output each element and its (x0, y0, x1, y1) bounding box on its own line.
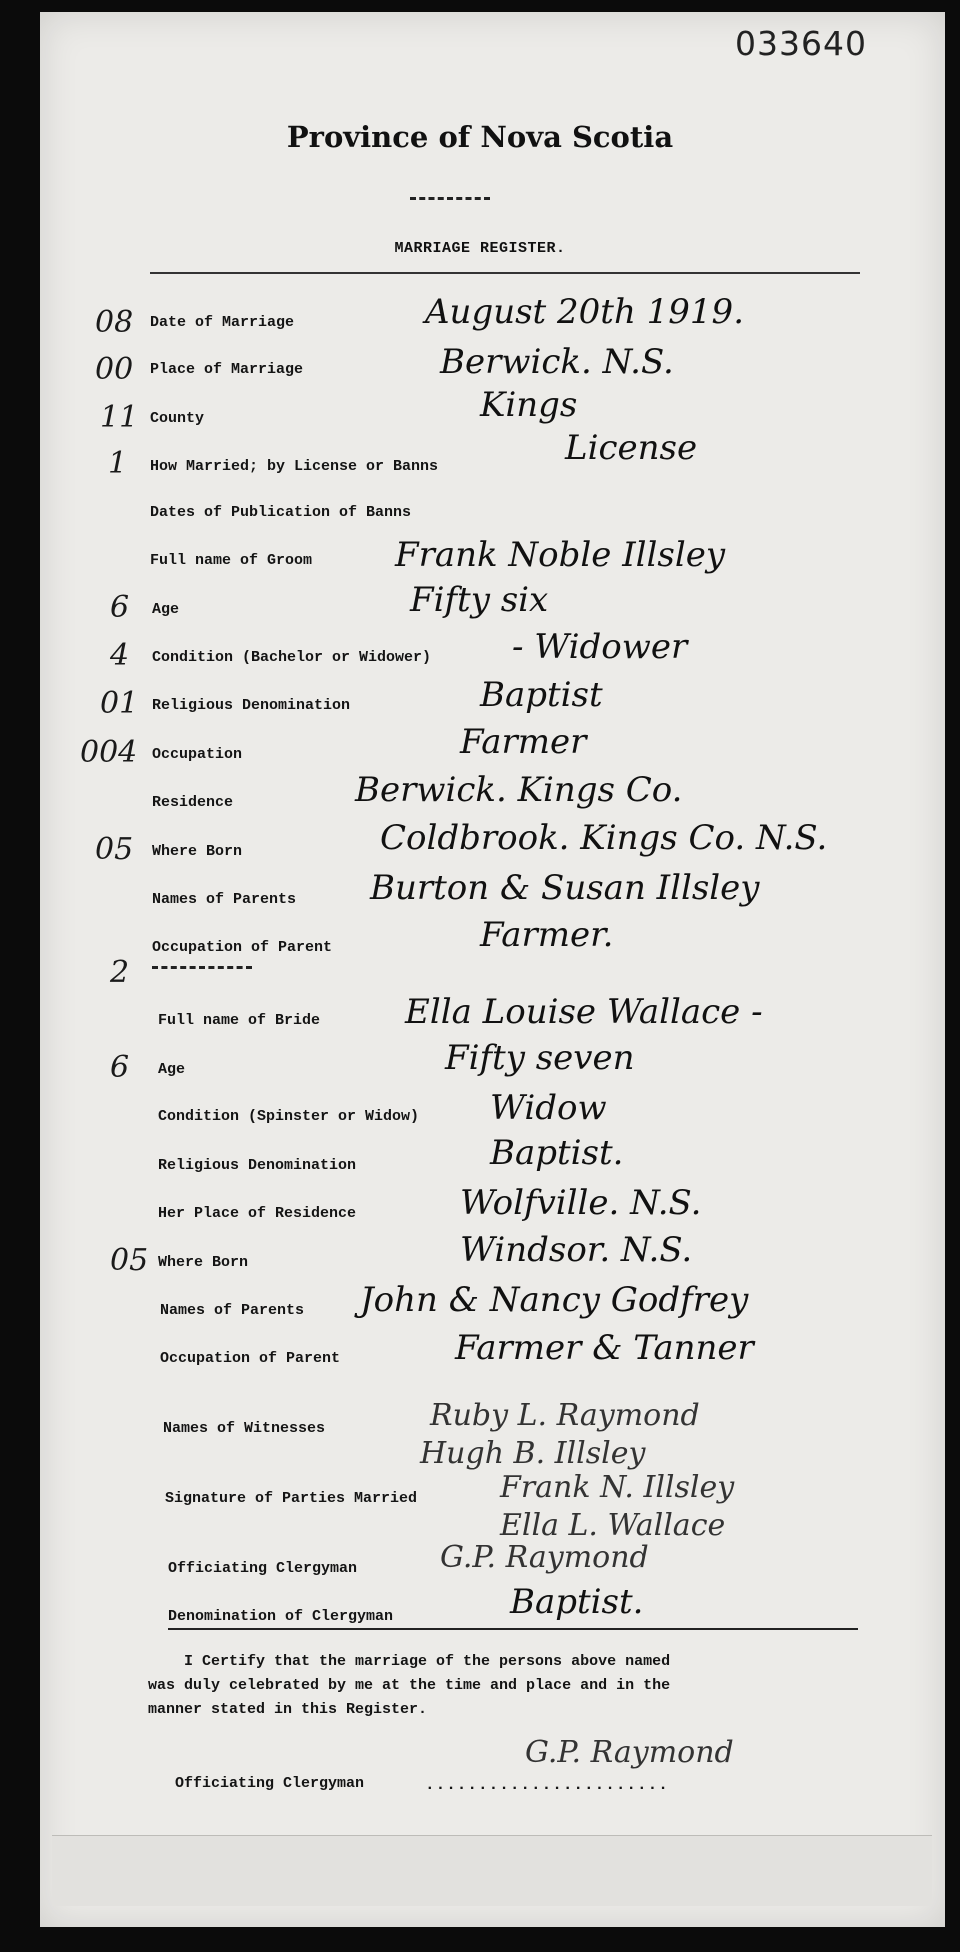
field-code: 05 (95, 832, 134, 867)
document-title: Province of Nova Scotia (286, 120, 674, 154)
field-code: 6 (110, 1050, 130, 1085)
field-code: 1 (108, 446, 128, 481)
field-code: 05 (110, 1243, 149, 1278)
field-label-bride-where-born: Where Born (158, 1254, 249, 1271)
header-rule (150, 272, 860, 274)
field-label-bride-parent-occupation: Occupation of Parent (160, 1350, 341, 1367)
field-label-bride-age: Age (158, 1061, 186, 1078)
page-bottom-edge (52, 1835, 932, 1906)
register-subtitle: MARRIAGE REGISTER. (394, 240, 566, 257)
field-value-witness-2: Hugh B. Illsley (420, 1436, 646, 1471)
certification-text (148, 1650, 848, 1722)
field-value-how-married: License (565, 428, 698, 468)
field-value-groom-parent-occupation: Farmer. (480, 915, 614, 955)
field-value-groom-where-born: Coldbrook. Kings Co. N.S. (380, 818, 828, 858)
field-code: 11 (100, 400, 139, 435)
field-label-signatures: Signature of Parties Married (165, 1490, 418, 1507)
field-label-place-of-marriage: Place of Marriage (150, 361, 304, 378)
field-code: 6 (110, 590, 130, 625)
title-divider (410, 197, 490, 200)
field-label-groom-residence: Residence (152, 794, 234, 811)
certification-officiant-label: Officiating Clergyman (175, 1775, 365, 1792)
field-label-county: County (150, 410, 205, 427)
signature-dotted-line: ....................... (425, 1776, 669, 1794)
field-value-bride-condition: Widow (490, 1088, 607, 1128)
field-value-bride-signature: Ella L. Wallace (500, 1508, 726, 1543)
field-value-groom-occupation: Farmer (460, 722, 587, 762)
field-value-groom-condition: - Widower (512, 627, 688, 667)
section-code: 2 (110, 955, 130, 990)
field-value-date-of-marriage: August 20th 1919. (425, 292, 744, 332)
field-label-officiating-clergyman: Officiating Clergyman (168, 1560, 358, 1577)
field-value-bride-age: Fifty seven (445, 1038, 635, 1078)
field-value-bride-residence: Wolfville. N.S. (460, 1183, 702, 1223)
field-label-groom-where-born: Where Born (152, 843, 243, 860)
denomination-underline (168, 1628, 858, 1630)
field-label-date-of-marriage: Date of Marriage (150, 314, 295, 331)
field-value-bride-parent-occupation: Farmer & Tanner (455, 1328, 754, 1368)
field-label-bride-name: Full name of Bride (158, 1012, 321, 1029)
field-label-bride-condition: Condition (Spinster or Widow) (158, 1108, 420, 1125)
certification-line-2: was duly celebrated by me at the time and place and in the (148, 1677, 671, 1694)
certification-line-3: manner stated in this Register. (148, 1701, 428, 1718)
field-label-groom-denomination: Religious Denomination (152, 697, 351, 714)
field-label-bride-residence: Her Place of Residence (158, 1205, 357, 1222)
field-code: 01 (100, 686, 139, 721)
field-value-officiating-clergyman: G.P. Raymond (440, 1540, 649, 1575)
field-label-dates-of-publication: Dates of Publication of Banns (150, 504, 412, 521)
field-label-groom-parents: Names of Parents (152, 891, 297, 908)
document-stamp-number: 033640 (735, 24, 867, 63)
field-value-groom-name: Frank Noble Illsley (395, 535, 726, 575)
field-value-bride-name: Ella Louise Wallace - (405, 992, 763, 1032)
field-code: 4 (110, 638, 130, 673)
field-value-groom-residence: Berwick. Kings Co. (355, 770, 683, 810)
field-label-groom-name: Full name of Groom (150, 552, 313, 569)
field-value-groom-parents: Burton & Susan Illsley (370, 868, 760, 908)
field-value-witness-1: Ruby L. Raymond (430, 1398, 700, 1433)
field-value-clergyman-denomination: Baptist. (510, 1582, 644, 1622)
field-value-groom-signature: Frank N. Illsley (500, 1470, 735, 1505)
field-value-place-of-marriage: Berwick. N.S. (440, 342, 674, 382)
section-divider (152, 966, 252, 969)
field-value-bride-where-born: Windsor. N.S. (460, 1230, 693, 1270)
field-label-clergyman-denomination: Denomination of Clergyman (168, 1608, 394, 1625)
field-code: 004 (80, 735, 138, 770)
field-label-how-married: How Married; by License or Banns (150, 458, 439, 475)
field-label-bride-parents: Names of Parents (160, 1302, 305, 1319)
field-value-county: Kings (480, 385, 578, 425)
certification-officiant-signature: G.P. Raymond (525, 1735, 734, 1770)
field-code: 00 (95, 352, 134, 387)
certification-line-1: I Certify that the marriage of the persons above named (184, 1653, 671, 1670)
field-value-bride-parents: John & Nancy Godfrey (360, 1280, 749, 1320)
field-label-groom-occupation: Occupation (152, 746, 243, 763)
field-label-bride-denomination: Religious Denomination (158, 1157, 357, 1174)
field-label-groom-parent-occupation: Occupation of Parent (152, 939, 333, 956)
field-value-groom-denomination: Baptist (480, 675, 603, 715)
field-value-bride-denomination: Baptist. (490, 1133, 624, 1173)
field-label-groom-condition: Condition (Bachelor or Widower) (152, 649, 432, 666)
field-code: 08 (95, 305, 134, 340)
field-label-witnesses: Names of Witnesses (163, 1420, 326, 1437)
field-label-groom-age: Age (152, 601, 180, 618)
field-value-groom-age: Fifty six (410, 580, 549, 620)
